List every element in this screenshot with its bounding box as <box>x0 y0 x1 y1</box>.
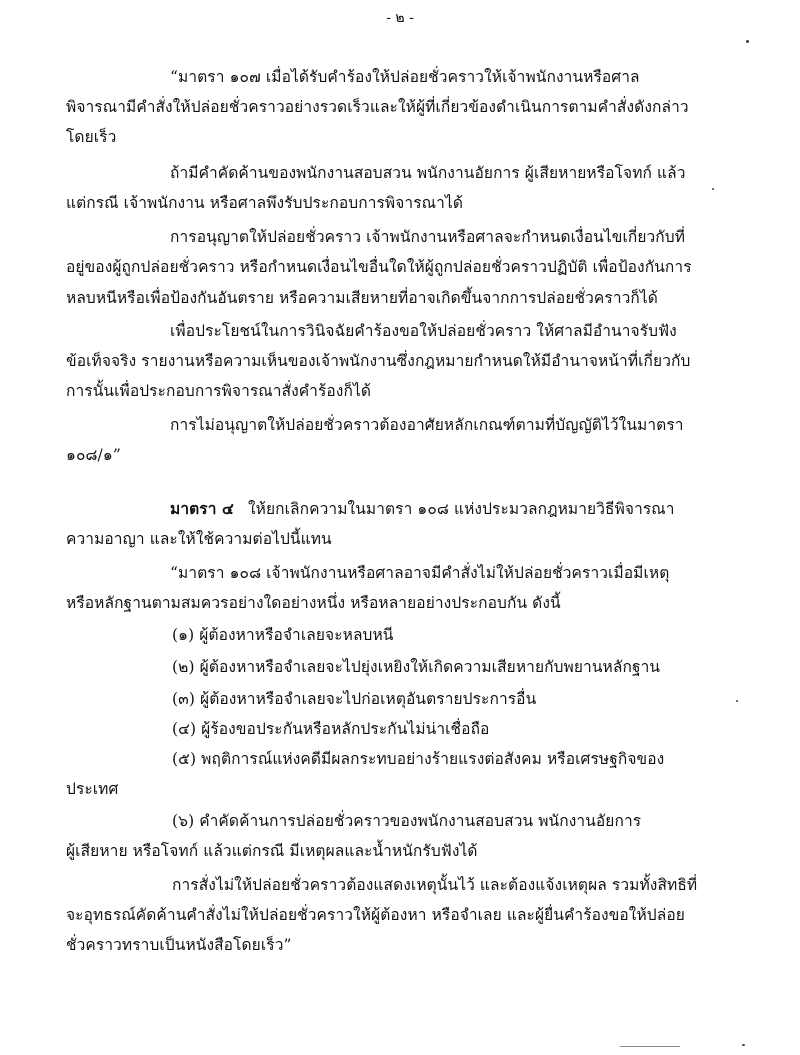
scan-mark <box>620 1046 680 1047</box>
text-line: “มาตรา ๑๐๘ เจ้าพนักงานหรือศาลอาจมีคำสั่งไม่ให้ปล่อยชั่วคราวเมื่อมีเหตุ <box>170 564 670 582</box>
section-4-heading: มาตรา ๔ <box>170 499 234 518</box>
text-line: ประเทศ <box>66 780 119 798</box>
text-line: ชั่วคราวทราบเป็นหนังสือโดยเร็ว” <box>66 936 292 954</box>
list-item: (๓) ผู้ต้องหาหรือจำเลยจะไปก่อเหตุอันตรายประการอื่น <box>172 690 537 708</box>
page-number: - ๒ - <box>386 10 414 26</box>
text-line: การนั้นเพื่อประกอบการพิจารณาสั่งคำร้องก็ได้ <box>66 382 372 400</box>
text-line: ให้ยกเลิกความในมาตรา ๑๐๘ แห่งประมวลกฎหมายวิธีพิจารณา <box>248 500 675 518</box>
text-line: ความอาญา และให้ใช้ความต่อไปนี้แทน <box>66 530 332 548</box>
text-line: พิจารณามีคำสั่งให้ปล่อยชั่วคราวอย่างรวดเร็วและให้ผู้ที่เกี่ยวข้องดำเนินการตามคำสั่งดังกล่าว <box>66 98 689 116</box>
text-line: การไม่อนุญาตให้ปล่อยชั่วคราวต้องอาศัยหลักเกณฑ์ตามที่บัญญัติไว้ในมาตรา <box>170 416 684 434</box>
list-item: (๑) ผู้ต้องหาหรือจำเลยจะหลบหนี <box>172 626 394 644</box>
list-item: (๕) พฤติการณ์แห่งคดีมีผลกระทบอย่างร้ายแรงต่อสังคม หรือเศรษฐกิจของ <box>172 750 665 768</box>
text-line: แต่กรณี เจ้าพนักงาน หรือศาลพึงรับประกอบการพิจารณาได้ <box>66 194 463 212</box>
text-line: หรือหลักฐานตามสมควรอย่างใดอย่างหนึ่ง หรือหลายอย่างประกอบกัน ดังนี้ <box>66 594 561 612</box>
scan-speck <box>746 40 749 43</box>
list-item: (๔) ผู้ร้องขอประกันหรือหลักประกันไม่น่าเชื่อถือ <box>172 720 490 738</box>
text-line: ๑๐๘/๑” <box>66 446 121 464</box>
text-line: การสั่งไม่ให้ปล่อยชั่วคราวต้องแสดงเหตุนั้นไว้ และต้องแจ้งเหตุผล รวมทั้งสิทธิที่ <box>172 876 698 894</box>
text-line: โดยเร็ว <box>66 128 117 146</box>
text-line: ผู้เสียหาย หรือโจทก์ แล้วแต่กรณี มีเหตุผลและน้ำหนักรับฟังได้ <box>66 842 478 860</box>
scan-speck <box>712 188 714 190</box>
scan-speck <box>742 1044 745 1046</box>
text-line: หลบหนีหรือเพื่อป้องกันอันตราย หรือความเสียหายที่อาจเกิดขึ้นจากการปล่อยชั่วคราวก็ได้ <box>66 289 658 307</box>
text-line: “มาตรา ๑๐๗ เมื่อได้รับคำร้องให้ปล่อยชั่วคราวให้เจ้าพนักงานหรือศาล <box>170 68 640 86</box>
text-line: ข้อเท็จจริง รายงานหรือความเห็นของเจ้าพนักงานซึ่งกฎหมายกำหนดให้มีอำนาจหน้าที่เกี่ยวกับ <box>66 352 691 370</box>
text-line: อยู่ของผู้ถูกปล่อยชั่วคราว หรือกำหนดเงื่อนไขอื่นใดให้ผู้ถูกปล่อยชั่วคราวปฏิบัติ เพื่อป้องกันการ <box>66 258 692 276</box>
scan-speck <box>736 700 738 702</box>
list-item: (๖) คำคัดค้านการปล่อยชั่วคราวของพนักงานสอบสวน พนักงานอัยการ <box>172 812 642 830</box>
text-line: จะอุทธรณ์คัดค้านคำสั่งไม่ให้ปล่อยชั่วคราวให้ผู้ต้องหา หรือจำเลย และผู้ยื่นคำร้องขอให้ปล่อย <box>66 906 685 924</box>
text-line: ถ้ามีคำคัดค้านของพนักงานสอบสวน พนักงานอัยการ ผู้เสียหายหรือโจทก์ แล้ว <box>170 164 686 182</box>
list-item: (๒) ผู้ต้องหาหรือจำเลยจะไปยุ่งเหยิงให้เกิดความเสียหายกับพยานหลักฐาน <box>172 658 661 676</box>
text-line: เพื่อประโยชน์ในการวินิจฉัยคำร้องขอให้ปล่อยชั่วคราว ให้ศาลมีอำนาจรับฟัง <box>170 322 677 340</box>
text-line: การอนุญาตให้ปล่อยชั่วคราว เจ้าพนักงานหรือศาลจะกำหนดเงื่อนไขเกี่ยวกับที่ <box>170 228 686 246</box>
